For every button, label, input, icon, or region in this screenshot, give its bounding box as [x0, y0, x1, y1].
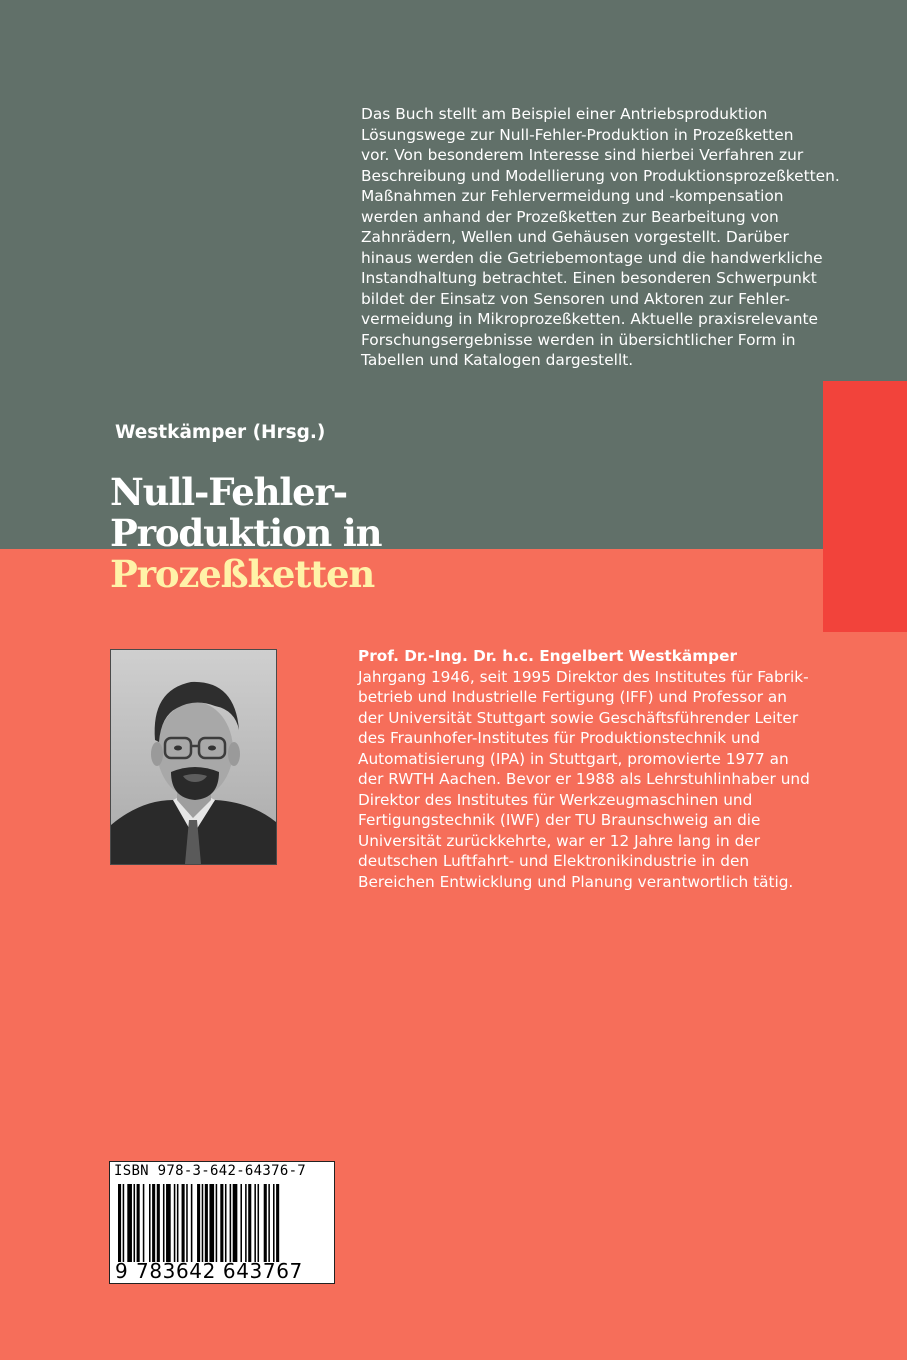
description-line: vor. Von besonderem Interesse sind hierbei Verfahren zur: [361, 146, 804, 164]
barcode-bar: [258, 1184, 260, 1262]
barcode-bar: [248, 1184, 251, 1262]
title-line-1: Null-Fehler-: [110, 470, 347, 514]
bio-line: betrieb und Industrielle Fertigung (IFF) und Professor an: [358, 688, 787, 706]
bio-line: deutschen Luftfahrt- und Elektronikindustrie in den: [358, 852, 750, 870]
bio-line: Automatisierung (IPA) in Stuttgart, promovierte 1977 an: [358, 749, 789, 768]
description-line: Instandhaltung betrachtet. Einen besonderen Schwerpunkt: [361, 269, 817, 287]
description-line: Maßnahmen zur Fehlervermeidung und -kompensation: [361, 187, 784, 205]
barcode-bar: [268, 1184, 270, 1262]
editor-name: Westkämper (Hrsg.): [115, 422, 326, 443]
description-line: Das Buch stellt am Beispiel einer Antriebsproduktion: [361, 105, 768, 123]
barcode-bar: [134, 1184, 136, 1262]
barcode-bar: [118, 1184, 121, 1262]
barcode-bar: [137, 1184, 140, 1262]
barcode-bar: [220, 1184, 223, 1262]
isbn-number: ISBN 978-3-642-64376-7: [114, 1163, 307, 1179]
description-line: Zahnrädern, Wellen und Gehäusen vorgestellt. Darüber: [361, 228, 789, 246]
barcode-bar: [264, 1184, 267, 1262]
barcode-bar: [240, 1184, 242, 1262]
accent-bar: [823, 381, 907, 632]
barcode-bar: [245, 1184, 247, 1262]
description-line: bildet der Einsatz von Sensoren und Aktoren zur Fehler-: [361, 289, 790, 308]
barcode-bar: [127, 1184, 132, 1262]
barcode-bar: [182, 1184, 185, 1262]
title-line-2: Produktion in: [110, 511, 382, 555]
barcode-bar: [149, 1184, 151, 1262]
barcode-bar: [163, 1184, 165, 1262]
description-line: Beschreibung und Modellierung von Produktionsprozeßketten.: [361, 166, 840, 185]
book-description: [361, 104, 851, 371]
description-line: Tabellen und Katalogen dargestellt.: [361, 351, 634, 369]
bio-line: des Fraunhofer-Institutes für Produktionstechnik und: [358, 729, 761, 747]
barcode-bar: [123, 1184, 125, 1262]
barcode-bar: [230, 1184, 232, 1262]
bio-line: Jahrgang 1946, seit 1995 Direktor des Institutes für Fabrik-: [358, 667, 809, 686]
author-name: Prof. Dr.-Ing. Dr. h.c. Engelbert Westkämper: [358, 647, 738, 665]
title-line-3: Prozeßketten: [110, 552, 375, 596]
barcode-bar: [186, 1184, 188, 1262]
barcode-bar: [202, 1184, 204, 1262]
ean-first-digit: 9: [115, 1259, 128, 1283]
author-bio: [358, 646, 858, 892]
barcode-bar: [177, 1184, 179, 1262]
ean-digits: 783642 643767: [136, 1259, 303, 1283]
barcode-bars: [118, 1184, 328, 1262]
barcode-bar: [174, 1184, 176, 1262]
description-line: Forschungsergebnisse werden in übersichtlicher Form in: [361, 330, 796, 349]
description-line: vermeidung in Mikroprozeßketten. Aktuelle praxisrelevante: [361, 310, 818, 328]
bio-line: Direktor des Institutes für Werkzeugmaschinen und: [358, 790, 753, 809]
barcode-bar: [166, 1184, 171, 1262]
barcode-bar: [233, 1184, 238, 1262]
bio-line: Universität zurückkehrte, war er 12 Jahre lang in der: [358, 831, 761, 850]
description-line: werden anhand der Prozeßketten zur Bearbeitung von: [361, 207, 779, 226]
barcode-bar: [157, 1184, 160, 1262]
barcode-bar: [225, 1184, 227, 1262]
barcode-bar: [197, 1184, 200, 1262]
isbn-barcode: [109, 1161, 335, 1284]
bio-line: Bereichen Entwicklung und Planung verantwortlich tätig.: [358, 872, 794, 891]
bio-line: der Universität Stuttgart sowie Geschäftsführender Leiter: [358, 708, 799, 727]
barcode-bar: [276, 1184, 279, 1262]
barcode-bar: [191, 1184, 193, 1262]
barcode-bar: [254, 1184, 256, 1262]
bio-line: Fertigungstechnik (IWF) der TU Braunschweig an die: [358, 811, 761, 829]
author-portrait-icon: [111, 650, 276, 864]
author-photo: [110, 649, 277, 865]
description-line: Lösungswege zur Null-Fehler-Produktion in Prozeßketten: [361, 125, 794, 144]
bio-line: der RWTH Aachen. Bevor er 1988 als Lehrstuhlinhaber und: [358, 770, 810, 788]
barcode-bar: [143, 1184, 145, 1262]
book-title: [110, 472, 381, 595]
description-line: hinaus werden die Getriebemontage und die handwerkliche: [361, 248, 823, 267]
barcode-bar: [216, 1184, 218, 1262]
barcode-bar: [152, 1184, 155, 1262]
barcode-bar: [209, 1184, 214, 1262]
barcode-bar: [273, 1184, 275, 1262]
barcode-bar: [205, 1184, 208, 1262]
